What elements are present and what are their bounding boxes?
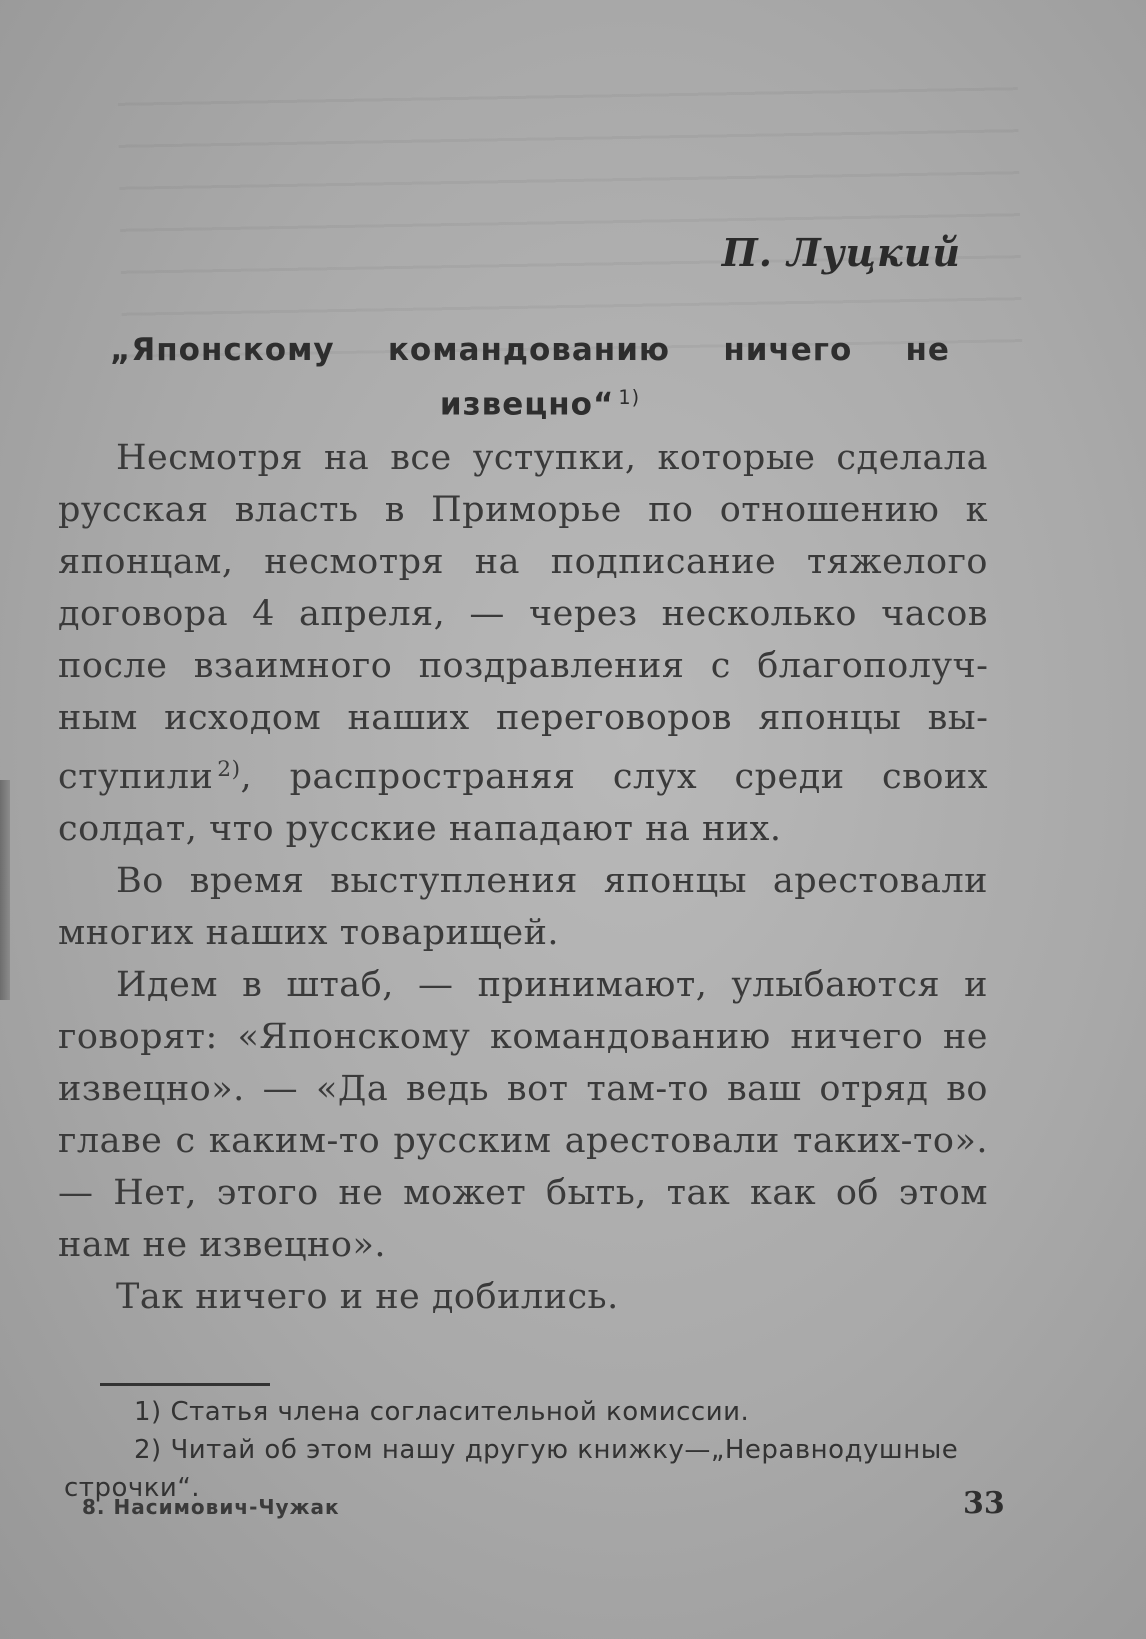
title-word: командованию: [387, 332, 671, 368]
footnote-marker: 1): [134, 1397, 162, 1427]
footnote-reference: 1): [618, 386, 641, 409]
paragraph: Во время выступления японцы арестовали многих наших товарищей.: [58, 860, 988, 953]
title-line-2: [110, 374, 950, 429]
footnote-text: Статья члена согласительной комиссии.: [170, 1397, 750, 1427]
paragraph: Так ничего и не добились.: [116, 1276, 619, 1317]
article-body: [58, 432, 988, 1323]
footnotes: [64, 1393, 1044, 1507]
printer-signature: 8. Насимович-Чужак: [82, 1495, 340, 1519]
footnote-text: Читай об этом нашу другую книжку—„Неравнодушные строчки“.: [64, 1435, 959, 1503]
footnote-divider: [100, 1383, 270, 1386]
article-title: [110, 326, 950, 429]
footnote-marker: 2): [134, 1435, 162, 1465]
page-number: 33: [963, 1486, 1005, 1521]
title-word: ничего: [723, 332, 853, 368]
paragraph: [58, 432, 988, 855]
bleed-through-texture: [118, 82, 1022, 358]
author-name: П. Луцкий: [721, 230, 961, 275]
paragraph-text: , распространяя слух среди своих солдат, что русские нападают на них.: [58, 756, 988, 849]
paragraph-text: Несмотря на все уступки, которые сделала русская власть в Приморье по отношению к японцам, несмотря на подписание тяжелого договора 4 апреля, — через несколько часов после взаимного поздравления с благополучным исходом наших переговоров японцы выступили: [58, 438, 988, 797]
title-line-1: [110, 326, 950, 374]
footnote-reference: 2): [217, 757, 241, 782]
binding-edge: [0, 780, 10, 1000]
paragraph: Идем в штаб, — принимают, улыбаются и говорят: «Японскому командованию ничего не извецно». — «Да ведь вот там-то ваш отряд во главе с каким-то русским арестовали таких-то». — Нет, этого не может быть, так как об этом нам не извецно».: [58, 964, 988, 1265]
title-word: извецно“: [439, 386, 615, 423]
title-word: „Японскому: [110, 332, 335, 368]
footnote-1: [64, 1393, 1044, 1431]
title-word: не: [905, 332, 950, 368]
